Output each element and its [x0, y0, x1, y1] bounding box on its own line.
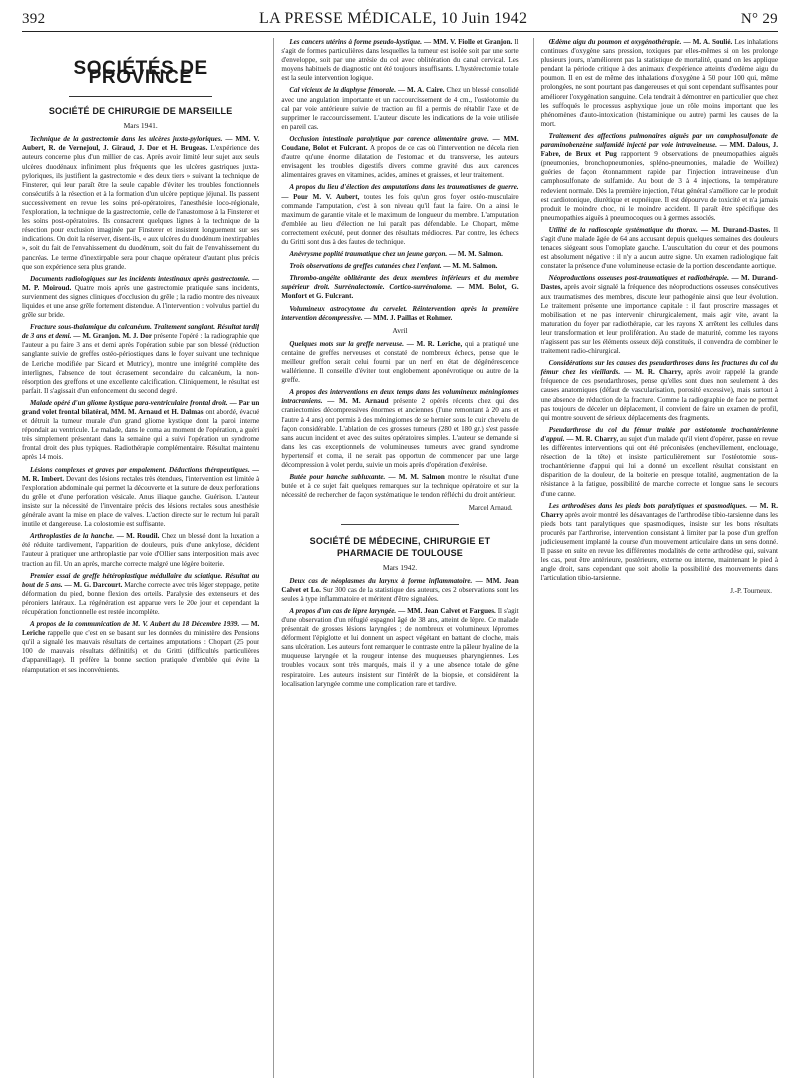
article-body: Sur 300 cas de la statistique des auteurs, ces 2 observations sont les seules à type inflammatoire et méritent d'être signalées. — [281, 585, 519, 603]
marseille-society-title: SOCIÉTÉ DE CHIRURGIE DE MARSEILLE — [48, 106, 233, 117]
article-title: Néoproductions osseuses post-traumatiques et radiothérapie. — [548, 274, 732, 283]
journal-title: LA PRESSE MÉDICALE, 10 Juin 1942 — [259, 10, 528, 27]
article-body: Marche correcte avec très léger steppage, petite déformation du pied, bonne flexion des orteils. Paralysie des extenseurs et des péroniers latéraux. La régénération est apparue vers le 20e jour et cependant la récupération fonctionnelle est restée incomplète. — [22, 580, 260, 616]
article-authors: — M. M. Salmon. — [448, 250, 503, 259]
page-number: 392 — [22, 11, 46, 27]
article-paragraph — [22, 532, 259, 568]
article-title: Cal vicieux de la diaphyse fémorale. — [289, 86, 398, 95]
column-3 — [533, 38, 778, 1078]
article-body: L'expérience des auteurs concerne plus d'un millier de cas. Après avoir limité leur sujet aux seuls ulcères duodénaux infiniment plus fréquents que les ulcères gastriques juxta-pyloriques, ils justifient la gastrectomie « des deux tiers » suivant la technique de Finsterer, qui leur paraît être la seule capable d'éviter les troubles fonctionnels consécutifs à la résection et à la formation d'un ulcère peptique jéjunal. Ils passent successivement en revue les soins pré-opératoires, l'anesthésie loco-régionale, l'exploration, la technique de la gastrectomie, celle de l'anastomose à la Finsterer et les soins post-opératoires. Ils consacrent quelques lignes à la technique de la résection pour exclusion imaginée par Finsterer et insistent longuement sur ses indications. On doit la réserver, disent-ils, « aux ulcères du duodénum inextirpables », soit du fait de l'envahissement du duodénum, soit du fait de l'envahissement du pancréas. Le terme d'inextirpable sera pour chaque opérateur d'autant plus précis que son expérience sera plus grande. — [22, 144, 260, 271]
article-authors: — M. M. Salmon — [388, 473, 449, 482]
article-body: Il s'agit d'une malade âgée de 64 ans accusant depuis quelques semaines des douleurs tenaces siégeant sous l'omoplate gauche. L'auscultation du cœur et des poumons est absolument négative : il n'y a aucun autre signe. Un examen radiologique fait constater la présence d'une volumineuse ectasie de la portion descendante aortique. — [540, 225, 778, 271]
article-authors: — MM. Coudane, Bolot et Fulcrant. — [281, 134, 519, 153]
article-paragraph — [281, 250, 518, 259]
article-paragraph — [281, 607, 518, 689]
april-date: Avril — [392, 325, 408, 335]
article-authors: — M. R. Charry — [540, 501, 778, 519]
article-authors: — MM. Jean Calvet et Lo. — [281, 576, 519, 594]
article-paragraph — [281, 274, 518, 301]
toulouse-date: Mars 1942. — [382, 562, 418, 572]
article-title: A propos des interventions en deux temps dans les volumineux méningiomes intracraniens. — [281, 388, 519, 406]
article-body: montre le résultat d'une butée et à ce sujet fait quelques remarques sur la technique opératoire et sur la nécessité de rechercher de façon systématique le tendon réfléchi du droit antérieur. — [281, 473, 519, 500]
article-authors: — M. R. Charry, — [566, 434, 621, 443]
article-paragraph — [281, 262, 518, 271]
issue-number: N° 29 — [740, 11, 778, 27]
marseille-signature: Marcel Arnaud. — [468, 504, 513, 513]
article-authors: — M. P. Moiroud. — [22, 274, 260, 292]
article-authors: — M. M. Arnaud — [327, 397, 394, 406]
column-1 — [22, 38, 259, 1078]
article-authors: — M. M. Salmon. — [443, 262, 498, 271]
article-title: A propos du lieu d'élection des amputations dans les traumatismes de guerre. — [289, 183, 519, 192]
article-title: Considérations sur les causes des pseudarthroses dans les fractures du col du fémur chez les vieillards. — [540, 359, 778, 377]
article-paragraph — [281, 388, 518, 470]
article-authors: — MM. J. Paillas et Rohmer. — [364, 313, 453, 322]
article-authors: — MM. V. Fiolle et Granjon. — [424, 38, 515, 46]
article-body: toutes les fois qu'un gros foyer ostéo-musculaire commande l'amputation, c'est à son niveau qu'il faut la faire. On a ainsi le maximum de garantie vitale et le maximum de longueur du membre. L'amputation d'emblée au lieu d'élection ne lui paraît pas défendable. Le Chopart, même correctement exécuté, peut donner des résultats médiocres. Par contre, les échecs du Gritti sont dus à des fautes de technique. — [281, 192, 519, 246]
article-authors: — MM. Jean Calvet et Fargues. — [398, 606, 498, 615]
article-body: ont abordé, évacué et détruit la tumeur murale d'un grand gliome kystique dont la paroi interne répondait au ventricule. Le malade, dans le coma au moment de l'opération, a guéri très simplement présentant dans la semaine qui a suivi l'opération un syndrome frontal droit des plus typiques. Radiothérapie complémentaire. Résultat maintenu après 14 mois. — [22, 408, 260, 462]
article-title: Les arthrodèses dans les pieds bots paralytiques et spasmodiques. — [548, 501, 750, 510]
article-authors: — MM. Bolot, G. Monfort et G. Fulcrant. — [281, 283, 519, 301]
article-title: Documents radiologiques sur les incidents intestinaux après gastrectomie. — [30, 274, 253, 283]
article-paragraph — [22, 572, 259, 617]
marseille-articles-part1 — [22, 135, 259, 674]
article-authors: — M. Durand-Dastes. — [700, 225, 774, 234]
page-header — [22, 10, 778, 28]
article-paragraph — [281, 577, 518, 604]
article-body: A propos de ce cas où l'intervention ne décela rien d'autre qu'une énorme dilatation de l'estomac et du transverse, les auteurs envisagent les troubles digestifs divers comme gravité dus aux carences alimentaires graves en vitamines, acides, amines et graisses, et leur traitement. — [281, 144, 519, 180]
title-rule — [69, 96, 211, 97]
article-title: A propos de la communication de M. V. Aubert du 18 Décembre 1939. — [30, 620, 242, 629]
article-columns — [22, 38, 778, 1078]
article-paragraph — [281, 183, 518, 247]
article-body: Il s'agit de formes particulières dans lesquelles la tumeur est isolée soit par une sorte d'enveloppe, soit par une atrésie du col avec oblitération du canal cervical. Les moyens habituels de diagnostic ont été toujours insuffisants. L'hystérectomie totale est la seule intervention logique. — [281, 38, 519, 83]
article-authors: — M. Granjon. M. J. Dor — [73, 332, 154, 341]
article-paragraph — [281, 340, 518, 385]
column-2 — [273, 38, 518, 1078]
marseille-articles-part2 — [281, 38, 518, 323]
article-paragraph — [281, 305, 518, 323]
article-paragraph — [541, 226, 778, 271]
article-body: Chez un blessé consolidé avec une angulation importante et un raccourcissement de 4 cm., l'ostéotomie du cal par voie antérieure suivie de traction au fil a permis de rétablir l'axe et de supprimer le raccourcissement. L'auteur discute les indications de la voie utilisée en pareil cas. — [281, 86, 519, 131]
article-paragraph — [541, 502, 778, 584]
article-body: présente l'opéré : la radiographie que l'auteur a pu faire 3 ans et demi après l'opération subie par son blessé (réduction sanglante suivie de greffes ostéo-périostiques dans le foyer suivant une technique de Leriche modifiée par Sicard et Mutricy), montre une intégrité complète des interlignes, l'absence de tout écrasement secondaire du calcanéum, la non-résorption des greffons et une excellente calcification. Cliniquement, le résultat est parfait. Il s'agissait d'un enfoncement du second degré. — [22, 332, 260, 395]
article-paragraph — [541, 274, 778, 356]
article-paragraph — [22, 620, 259, 675]
article-title: Pseudarthrose du col du fémur traitée par ostéotomie trochantérienne d'appui. — [540, 425, 778, 443]
article-body: après avoir montré les désavantages de l'arthrodèse tibio-tarsienne dans les pieds bots tant paralytiques que spasmodiques, insiste sur les bons résultats procurés par l'arthrorise, intervention consistant à limiter par la pose d'un greffon judicieusement implanté la course d'un mouvement articulaire dans un sens donné. Il passe en suite en revue les différentes modalités de cette arthrodèse qui, suivant les cas, peut être antérieure, postérieure, externe ou interne, maintenant le pied à angle droit, sans cependant que soit abolie la possibilité des mouvements dans l'articulation tibio-tarsienne. — [540, 510, 778, 583]
section-title: SOCIÉTÉS DE PROVINCE — [73, 58, 208, 89]
article-authors: — Par un grand volet frontal bilatéral, MM. M. Arnaud et H. Dalmas — [22, 398, 260, 416]
article-paragraph — [281, 473, 518, 500]
article-authors: — M. R. Imbert. — [22, 465, 260, 483]
article-title: Trois observations de greffes cutanées chez l'enfant. — [289, 262, 444, 271]
article-body: Les inhalations continues d'oxygène sans pression, toxiques par elles-mêmes si on les prolonge plusieurs jours, n'améliorent pas la statistique de mortalité, quand on les applique pendant la période critique à des animaux d'expérience atteints d'œdème aigu du poumon. Il en est de même des inhalations d'oxygène à 50 pour 100 qui, même prolongées, ne sont pourtant pas dangereuses et qui sont cependant suffisantes pour améliorer l'oxygénation sanguine. Cela tendrait à démontrer en particulier que chez les suffoqués le processus asphyxique joue un rôle moins important que les phénomènes d'auto-intoxication (histaminique ou autre) parmi les causes de la mort. — [540, 38, 778, 128]
section-rule — [341, 524, 460, 525]
article-authors: — M. A. Soulié. — [683, 38, 735, 46]
article-title: Butée pour hanche subluxante. — [289, 473, 389, 482]
article-paragraph — [22, 466, 259, 530]
article-title: Traitement des affections pulmonaires aiguës par un camphosulfonate de paraminobenzène sulfamidé injecté par voie intraveineuse. — [540, 131, 778, 150]
article-body: Devant des lésions rectales très étendues, l'intervention est limitée à l'exploration abdominale qui permet la découverte et la suture de deux perforations du grêle et d'une perforation vésicale. Anus iliaque gauche. Guérison. L'auteur insiste sur la nécessité de l'inventaire précis des lésions rectales sous anesthésie générale avant la mise en place de valves. L'action directe sur le rectum lui paraît inutile et dangereuse. La colostomie est suffisante. — [22, 474, 260, 529]
article-title: Premier essai de greffe hétéroplastique médullaire du sciatique. Résultat au bout de 5 ans. — [22, 571, 260, 589]
article-paragraph — [22, 135, 259, 271]
article-paragraph — [281, 86, 518, 131]
article-authors: — MM. V. Aubert, R. de Vernejoul, J. Giraud, J. Dor et H. Brugeas. — [22, 135, 260, 153]
toulouse-society-title: SOCIÉTÉ DE MÉDECINE, CHIRURGIE ET PHARMACIE DE TOULOUSE — [309, 535, 491, 558]
article-body: Quatre mois après une gastrectomie pratiquée sans incidents, survienment des signes cliniques d'occlusion du grêle ; la radio montre des niveaux liquides et une anse grêle fortement distendue. A l'intervention : volvulus partiel du grêle sur bride. — [22, 283, 260, 320]
article-paragraph — [281, 135, 518, 180]
article-paragraph — [541, 38, 778, 129]
article-paragraph — [541, 426, 778, 499]
article-title: Arthroplasties de la hanche. — [30, 532, 117, 541]
article-authors: — M. Leriche — [22, 620, 260, 638]
article-body: Chez un blessé dont la luxation a été réduite tardivement, l'apparition de douleurs, puis d'une ankylose, décident l'auteur à pratiquer une arthroplastie par voie d'Ollier sans interposition mais avec traction au fil. Un an après, marche correcte malgré une légère boiterie. — [22, 532, 260, 568]
article-authors: — M. R. Charry, — [624, 368, 687, 377]
article-paragraph — [22, 399, 259, 463]
article-body: après avoir signalé la fréquence des néoproductions osseuses consécutives aux traumatismes des membres, discute leur pathogénie ainsi que leur évolution. Le traitement présente une importance capitale : il faut proscrire massages et mobilisation et ne pas intervenir chirurgicalement, mais agir vite, avant la maturation du foyer par radiothérapie, car les rayons X arrêtent les cellules dans leur transformation et leur prolifération. Au stade de maturité, comme les rayons n'agissent pas sur les éléments osseux déjà constitués, il convendra de combiner le traitement radio-chirurgical. — [540, 283, 778, 356]
article-title: Fracture sous-thalamique du calcanéum. Traitement sanglant. Résultat tardif de 3 ans et demi. — [22, 323, 260, 341]
article-title: Technique de la gastrectomie dans les ulcères juxta-pyloriques. — [30, 135, 226, 144]
article-body: Il s'agit d'une observation d'un réfugié espagnol âgé de 38 ans, atteint de lèpre. Ce malade présentait de grosses lésions laryngées ; de nombreux et volumineux lépromes déforment l'épiglotte et lui donnent un aspect végétant en battant de cloche, mais sans ulcération. Les auteurs font remarquer le contraste entre la pâleur hyaline de la muqueuse laryngée et la rougeur intense des muqueuses pharyngiennes. Les troubles vocaux sont très marqués, mais il y a une absence totale de gêne respiratoire. Les auteurs insistent sur l'intérêt de la biopsie, et considèrent la localisation laryngée comme une complication rare et tardive. — [281, 606, 519, 688]
article-authors: — M. R. Leriche, — [406, 339, 465, 348]
article-body: rapportent 9 observations de pneumopathies aiguës (pneumonies, bronchopneumonies, spléno-pneumonies, maladie de Woillez) guéries de façon étonnamment rapide par l'injection intraveineuse d'un camphosulfonate de sulfamide. Au bout de 3 à 4 injections, la température redevient normale. Dès la première injection, l'état général s'améliore car le produit est cardiotonique, diurétique et eupnéique. Il est dépourvu de toxicité et n'a jamais produit le moindre choc, ni le moindre accident. Il paraît être spécifique des pneumopathies aiguës à pneumocoques ou à germes associés. — [540, 150, 778, 222]
article-title: Deux cas de néoplasmes du larynx à forme inflammatoire. — [289, 576, 476, 585]
article-authors: — M. G. Darcourt. — [64, 580, 125, 589]
article-body: rappelle que c'est en se basant sur les données du ministère des Pensions qu'il a signalé les mauvais résultats de certaines amputations : Chopart (25 pour 100 de mauvais résultats définitifs) et du Gritti (difficultés particulières d'appareillage). Il préfère la bonne section pratiquée d'emblée qui évite la réamputation et ses inconvénients. — [22, 629, 260, 674]
article-paragraph — [541, 359, 778, 423]
toulouse-articles-part2 — [541, 38, 778, 583]
article-title: Les cancers utérins à forme pseudo-kystique. — [289, 38, 425, 46]
article-paragraph — [281, 38, 518, 83]
marseille-date: Mars 1941. — [123, 121, 158, 131]
article-title: Œdème aigu du poumon et oxygénothérapie. — [548, 38, 684, 46]
article-paragraph — [22, 323, 259, 396]
article-authors: — M. A. Caire. — [397, 86, 447, 95]
toulouse-signature: J.-P. Tourneux. — [730, 587, 772, 596]
article-paragraph — [541, 132, 778, 223]
article-body: présente 2 opérés récents chez qui des craniectomies décompressives énormes et anciennes (l'une remontant à 20 ans et l'autre à 4 ans) ont permis à des méningiomes de se hernier sous le cuir chevelu de façon considérable. L'ablation de ces grosses tumeurs (280 et 180 gr.) s'est passée sans aucun incident et avec des suites opératoires simples. L'auteur se demande si dans les cas exceptionnels de volumineuses tumeurs avec grand syndrome hypertensif et coma, il ne serait pas opportun de commencer par une large décompression à volet perdu, suivie un mois après d'opération d'exérèse. — [281, 397, 519, 470]
article-authors: — M. Durand-Dastes, — [540, 274, 778, 292]
article-title: Occlusion intestinale paralytique par carence alimentaire grave. — [289, 134, 493, 143]
article-body: après avoir rappelé la grande fréquence de ces pseudarthroses, pense qu'elles sont dues non seulement à des causes anatomiques (défaut de vascularisation, porosité excessive), mais surtout à une absence de réduction de la fracture. Comme la radiographie de face ne permet pas toujours de déceler un déplacement, il convient de faire un examen de profil, qui montre souvent de sérieux déplacements des fragments. — [540, 368, 778, 422]
article-title: Quelques mots sur la greffe nerveuse. — [289, 339, 407, 348]
article-paragraph — [22, 275, 259, 320]
article-title: Lésions complexes et graves par empalement. Déductions thérapeutiques. — [30, 465, 253, 474]
toulouse-articles-part1 — [281, 577, 518, 689]
article-body: au sujet d'un malade qu'il vient d'opérer, passe en revue les différentes interventions qui ont été préconisées (enchevillement, enclouage, résection de la tête) et insiste particulièrement sur l'ostéotomie sous-trochantérienne d'appui qui lui a donné un excellent résultat consistant en disparition de la douleur, de la boiterie en presque totalité, augmentation de la résistance à la fatigue, possibilité de marche correcte et longue sans le secours d'une canne. — [540, 434, 778, 498]
header-rule — [22, 31, 778, 32]
article-title: Anévrysme poplité traumatique chez un jeune garçon. — [289, 250, 449, 259]
article-title: Thrombo-angéite oblitérante des deux membres inférieurs et du membre supérieur droit. Surrénalectomie. Cortico-surrénalome. — [281, 274, 519, 292]
article-title: Utilité de la radioscopie systématique du thorax. — [548, 225, 701, 234]
article-authors: — M. Roudil. — [116, 532, 162, 541]
article-title: Volumineux astrocytome du cervelet. Réintervention après la première intervention décompressive. — [281, 304, 519, 322]
marseille-april-articles — [281, 340, 518, 501]
article-title: A propos d'un cas de lèpre laryngée. — [289, 606, 399, 615]
article-body: qui a pratiqué une centaine de greffes nerveuses et constaté de nombreux échecs, pense que le meilleur greffon serait celui fourni par un nerf en état de dégénérescence wallérienne. Il conseille d'éviter tout englobement aponévrotique ou autre de la greffe. — [281, 339, 519, 385]
article-authors: — MM. Dalous, J. Fabre, de Brux et Pug — [540, 141, 778, 159]
article-title: Malade opéré d'un gliome kystique para-ventriculaire frontal droit. — [30, 398, 230, 407]
article-authors: — Pour M. V. Aubert, — [281, 192, 365, 201]
